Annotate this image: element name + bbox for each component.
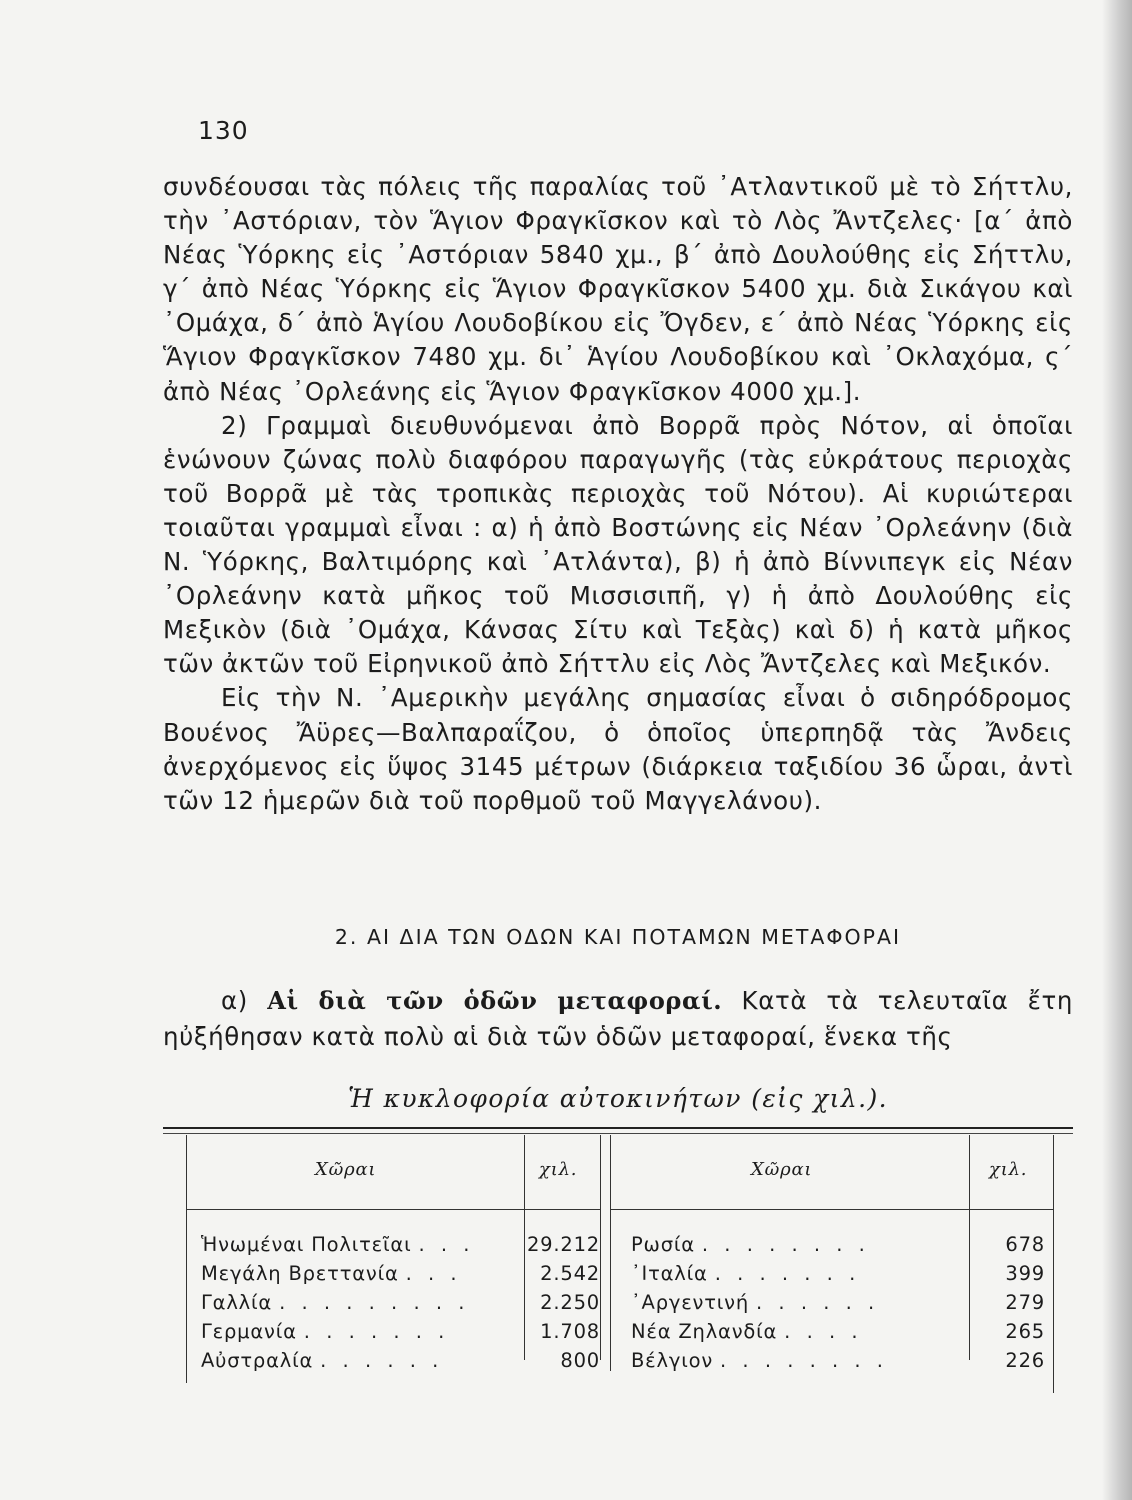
table-row: ᾿Ιταλία . . . . . . . bbox=[631, 1262, 861, 1285]
section-heading: 2. ΑΙ ΔΙΑ ΤΩΝ ΟΔΩΝ ΚΑΙ ΠΟΤΑΜΩΝ ΜΕΤΑΦΟΡΑΙ bbox=[334, 925, 902, 949]
table-border-right bbox=[1053, 1135, 1054, 1393]
table-divider-center-2 bbox=[610, 1135, 611, 1371]
table-top-rule bbox=[163, 1127, 1073, 1129]
table-row-value: 678 bbox=[1005, 1233, 1045, 1256]
table-header-rule-left bbox=[186, 1209, 601, 1210]
header-value-right: χιλ. bbox=[989, 1159, 1028, 1180]
paragraph-south-america-railway: Εἰς τὴν Ν. ᾿Αμερικὴν μεγάλης σημασίας εἶναι ὁ σιδηρόδρομος Βουένος Ἄϋρες—Βαλπαραΐζου, ὁ ὁποῖος ὑπερπηδᾷ τὰς Ἄνδεις ἀνερχόμενος εἰς ὕψος 3145 μέτρων (διάρκεια ταξιδίου 36 ὧραι, ἀντὶ τῶν 12 ἡμερῶν διὰ τοῦ πορθμοῦ τοῦ Μαγγελάνου). bbox=[163, 683, 1073, 815]
table-row: Μεγάλη Βρεττανία . . . bbox=[201, 1262, 462, 1285]
table-caption: Ἡ κυκλοφορία αὐτοκινήτων (εἰς χιλ.). bbox=[348, 1084, 888, 1113]
table-divider-center bbox=[600, 1135, 601, 1360]
table-row-value: 279 bbox=[1005, 1291, 1045, 1314]
table-row-value: 1.708 bbox=[540, 1320, 600, 1343]
table-row: Βέλγιον . . . . . . . . bbox=[631, 1349, 889, 1372]
header-country-right: Χῶραι bbox=[751, 1159, 813, 1180]
table-row-value: 29.212 bbox=[526, 1233, 600, 1256]
table-row-value: 800 bbox=[560, 1349, 600, 1372]
table-divider-left-value bbox=[524, 1135, 525, 1360]
subsection-lead: Αἱ διὰ τῶν ὁδῶν μεταφοραί. bbox=[267, 986, 723, 1015]
table-row: Αὐστραλία . . . . . . bbox=[201, 1349, 444, 1372]
table-header-rule-right bbox=[610, 1209, 1054, 1210]
table-divider-right-value bbox=[969, 1135, 970, 1360]
table-row-value: 265 bbox=[1005, 1320, 1045, 1343]
subsection-text: Κατὰ τὰ τελευταῖα ἔτη ηὐξήθησαν κατὰ πολὺ αἱ διὰ τῶν ὁδῶν μεταφοραί, ἕνεκα τῆς bbox=[163, 986, 1074, 1051]
paragraph-north-south-lines: 2) Γραμμαὶ διευθυνόμεναι ἀπὸ Βορρᾶ πρὸς Νότον, αἱ ὁποῖαι ἑνώνουν ζώνας πολὺ διαφόρου παραγωγῆς (τὰς εὐκράτους περιοχὰς τοῦ Βορρᾶ μὲ τὰς τροπικὰς περιοχὰς τοῦ Νότου). Αἱ κυριώτεραι τοιαῦται γραμμαὶ εἶναι : α) ἡ ἀπὸ Βοστώνης εἰς Νέαν ᾿Ορλεάνην (διὰ Ν. Ὑόρκης, Βαλτιμόρης καὶ ᾿Ατλάντα), β) ἡ ἀπὸ Βίννιπεγκ εἰς Νέαν ᾿Ορλεάνην κατὰ μῆκος τοῦ Μισσισιπῆ, γ) ἡ ἀπὸ Δουλούθης εἰς Μεξικὸν (διὰ ᾿Ομάχα, Κάνσας Σίτυ καὶ Τεξὰς) καὶ δ) ἡ κατὰ μῆκος τῶν ἀκτῶν τοῦ Εἰρηνικοῦ ἀπὸ Σήττλυ εἰς Λὸς Ἄντζελες καὶ Μεξικόν. bbox=[163, 410, 1073, 679]
subsection-label: α) bbox=[221, 986, 248, 1015]
table-border-left bbox=[186, 1135, 187, 1383]
header-value-left: χιλ. bbox=[539, 1159, 578, 1180]
subsection-paragraph bbox=[163, 983, 1073, 1055]
car-traffic-table bbox=[163, 1127, 1073, 1397]
table-row: Νέα Ζηλανδία . . . . bbox=[631, 1320, 863, 1343]
table-row: Ρωσία . . . . . . . . bbox=[631, 1233, 870, 1256]
table-row: Γερμανία . . . . . . . bbox=[201, 1320, 450, 1343]
table-row-value: 226 bbox=[1005, 1349, 1045, 1372]
table-row-value: 2.250 bbox=[540, 1291, 600, 1314]
body-text bbox=[163, 170, 1073, 818]
table-row: ᾿Αργεντινή . . . . . . bbox=[631, 1291, 880, 1314]
paragraph-routes-west: συνδέουσαι τὰς πόλεις τῆς παραλίας τοῦ ᾿Ατλαντικοῦ μὲ τὸ Σήττλυ, τὴν ᾿Αστόριαν, τὸν Ἅγιον Φραγκῖσκον καὶ τὸ Λὸς Ἄντζελες· [α΄ ἀπὸ Νέας Ὑόρκης εἰς ᾿Αστόριαν 5840 χμ., β΄ ἀπὸ Δουλούθης εἰς Σήττλυ, γ΄ ἀπὸ Νέας Ὑόρκης εἰς Ἅγιον Φραγκῖσκον 5400 χμ. διὰ Σικάγου καὶ ᾿Ομάχα, δ΄ ἀπὸ Ἁγίου Λουδοβίκου εἰς Ὄγδεν, ε΄ ἀπὸ Νέας Ὑόρκης εἰς Ἅγιον Φραγκῖσκον 7480 χμ. δι᾿ Ἁγίου Λουδοβίκου καὶ ᾿Οκλαχόμα, ς΄ ἀπὸ Νέας ᾿Ορλεάνης εἰς Ἅγιον Φραγκῖσκον 4000 χμ.]. bbox=[163, 172, 1073, 406]
table-row: Γαλλία . . . . . . . . . bbox=[201, 1291, 470, 1314]
page-edge-shadow bbox=[1102, 0, 1132, 1500]
table-top-rule-thin bbox=[163, 1133, 1073, 1134]
header-country-left: Χῶραι bbox=[315, 1159, 377, 1180]
table-row: Ἡνωμέναι Πολιτεῖαι . . . bbox=[201, 1233, 475, 1256]
table-row-value: 2.542 bbox=[540, 1262, 600, 1285]
table-row-value: 399 bbox=[1005, 1262, 1045, 1285]
page-number: 130 bbox=[198, 116, 249, 145]
subsection-road-transport bbox=[163, 983, 1073, 1055]
